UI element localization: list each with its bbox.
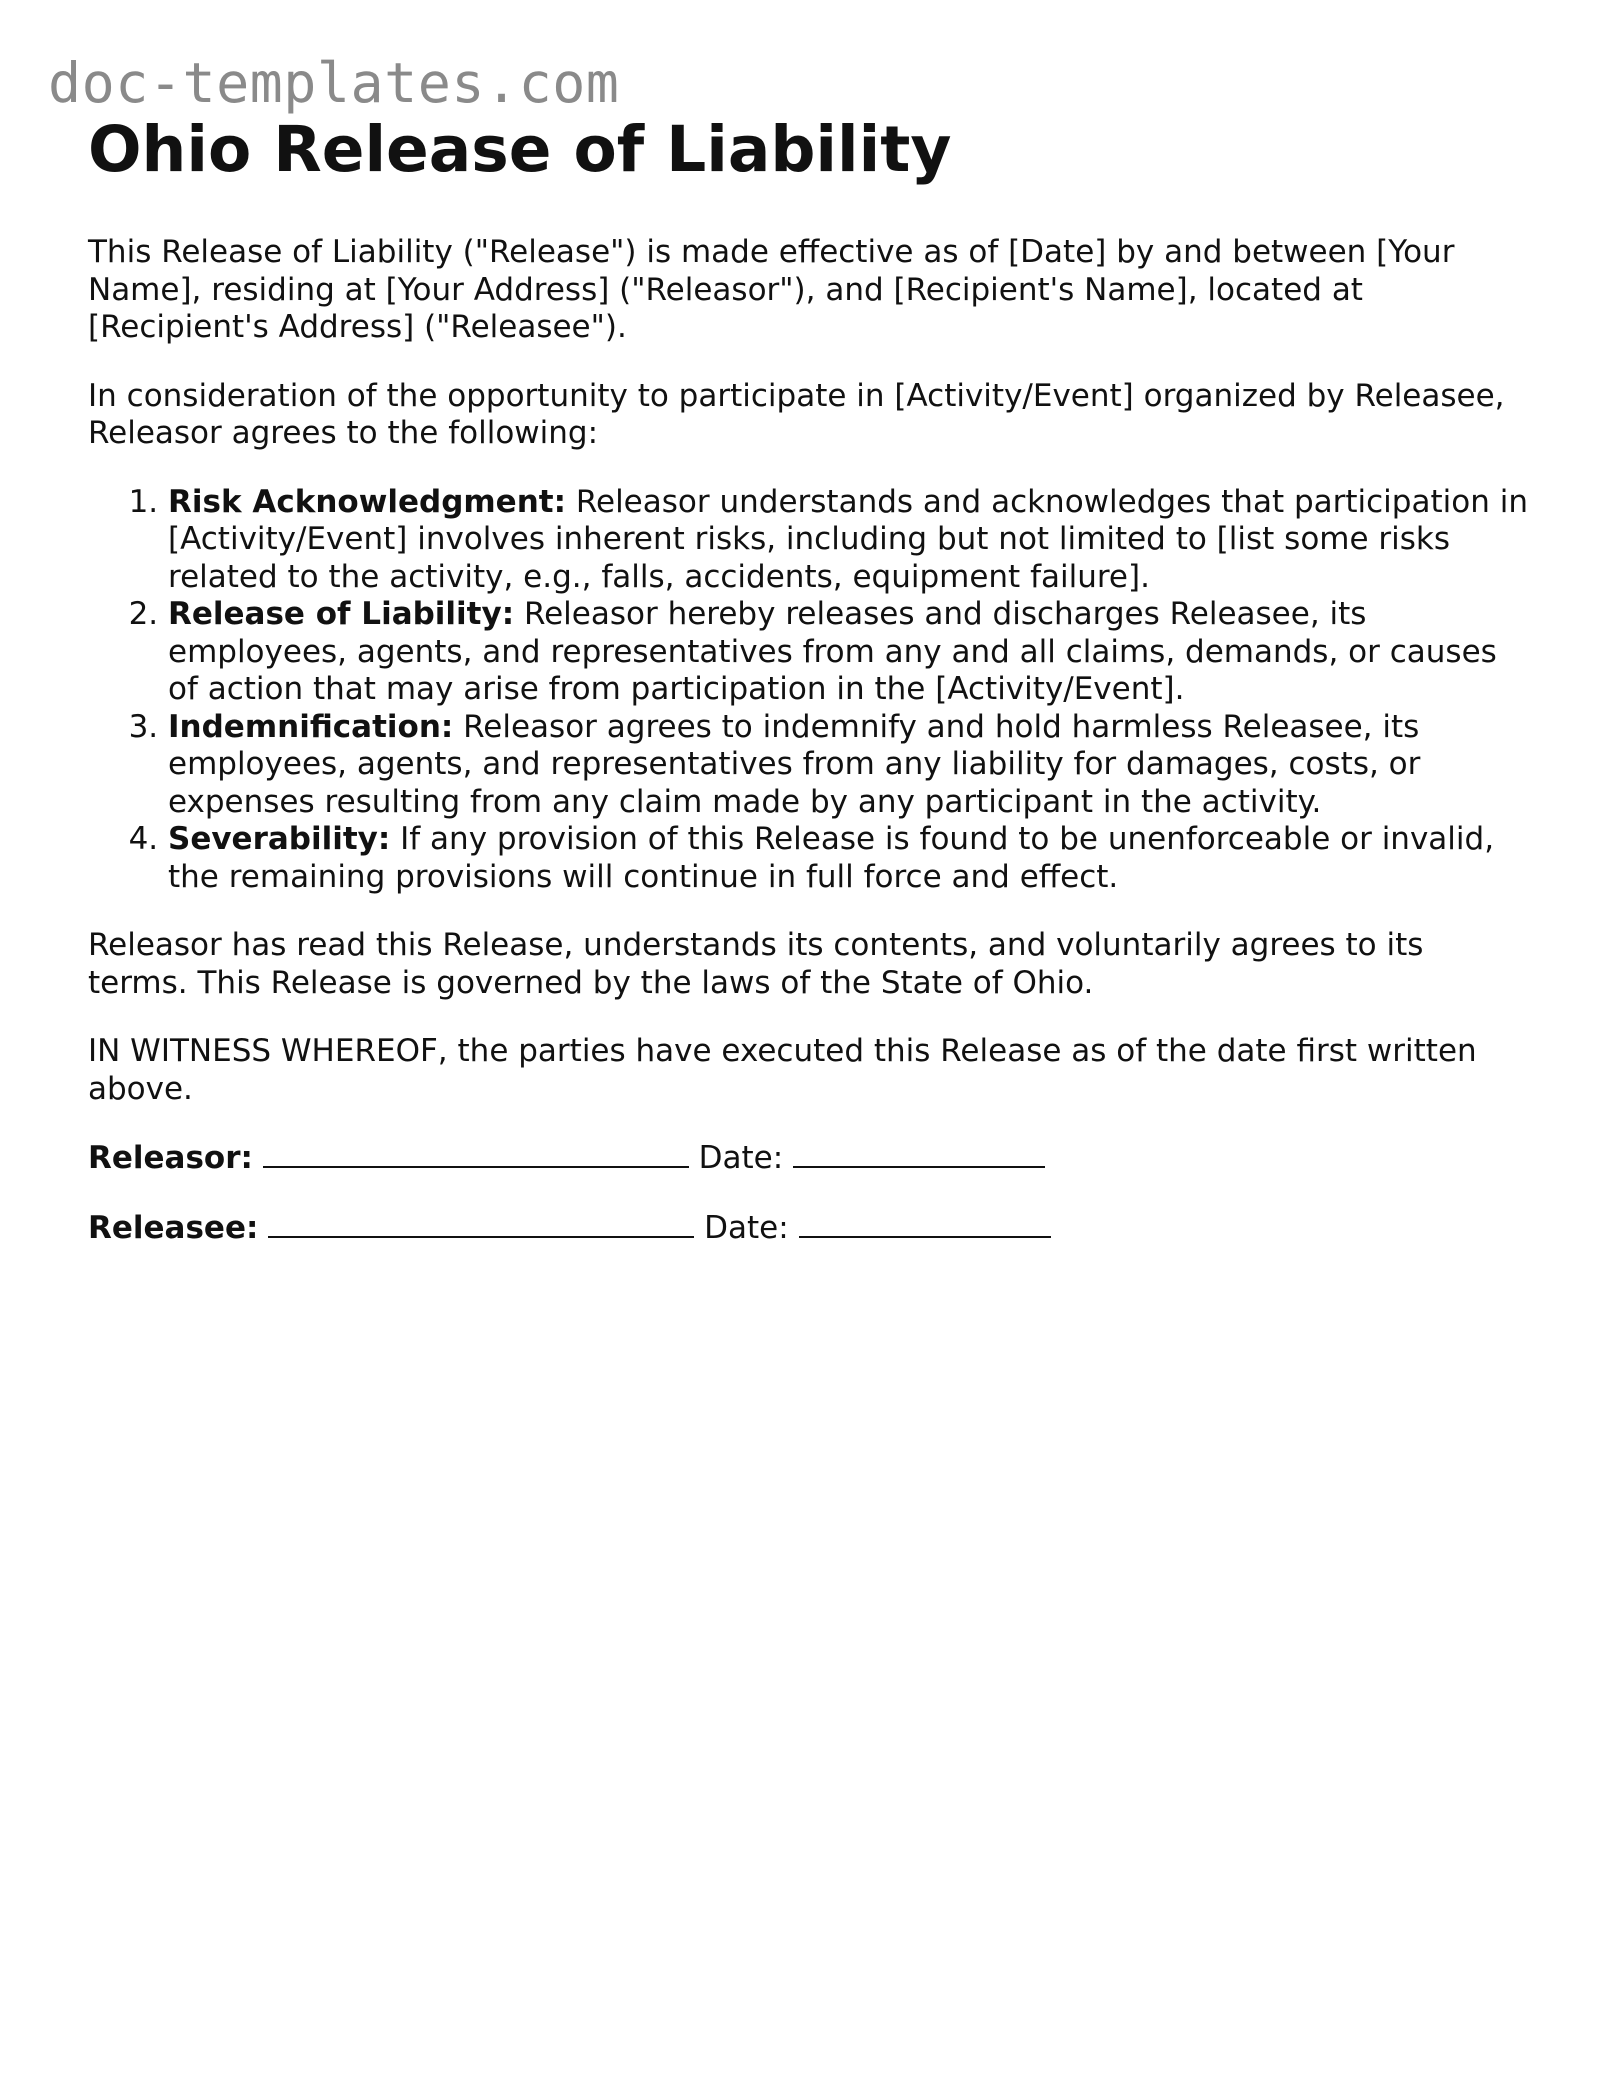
list-item [168, 484, 1528, 597]
releasor-signature-row [88, 1139, 1528, 1178]
releasee-signature-row [88, 1209, 1528, 1248]
date-line[interactable] [799, 1209, 1051, 1238]
term-heading: Indemnification: [168, 708, 454, 745]
witness-paragraph: IN WITNESS WHEREOF, the parties have executed this Release as of the date first written above. [88, 1033, 1477, 1107]
term-heading: Risk Acknowledgment: [168, 483, 566, 520]
list-item [168, 709, 1528, 822]
consideration-paragraph: In consideration of the opportunity to participate in [Activity/Event] organized by Releasee, Releasor agrees to the following: [88, 377, 1505, 451]
term-heading: Release of Liability: [168, 596, 515, 632]
signature-label: Releasee: [88, 1209, 259, 1246]
date-line[interactable] [793, 1139, 1045, 1168]
term-text: If any provision of this Release is found to be unenforceable or invalid, the remaining provisions will continue in full force and effect. [168, 821, 1495, 895]
signature-label: Releasor: [88, 1140, 253, 1176]
date-label: Date: [704, 1209, 789, 1246]
date-label: Date: [698, 1140, 784, 1176]
watermark: doc-templates.com [48, 51, 620, 115]
list-item [168, 596, 1528, 709]
acknowledgment-paragraph: Releasor has read this Release, understands its contents, and voluntarily agrees to its terms. This Release is governed by the laws of the State of Ohio. [88, 927, 1424, 1001]
document-body [88, 110, 1528, 1247]
terms-list [88, 484, 1528, 897]
document-title: Ohio Release of Liability [88, 113, 952, 186]
signature-line[interactable] [263, 1139, 689, 1168]
term-text: Releasor understands and acknowledges that participation in [Activity/Event] involves inherent risks, including but not limited to [list some risks related to the activity, e.g., falls, accidents, equipment failure]. [168, 483, 1528, 595]
term-heading: Severability: [168, 821, 391, 857]
list-item [168, 821, 1528, 896]
term-text: Releasor agrees to indemnify and hold harmless Releasee, its employees, agents, and representatives from any liability for damages, costs, or expenses resulting from any claim made by any participant in the activity. [168, 708, 1421, 820]
signature-line[interactable] [268, 1209, 694, 1238]
intro-paragraph: This Release of Liability ("Release") is made effective as of [Date] by and between [Your Name], residing at [Your Address] ("Releasor"), and [Recipient's Name], located at [Recipient's Address] ("Releasee"). [88, 234, 1455, 345]
term-text: Releasor hereby releases and discharges Releasee, its employees, agents, and representatives from any and all claims, demands, or causes of action that may arise from participation in the [Activity/Event]. [168, 596, 1497, 707]
